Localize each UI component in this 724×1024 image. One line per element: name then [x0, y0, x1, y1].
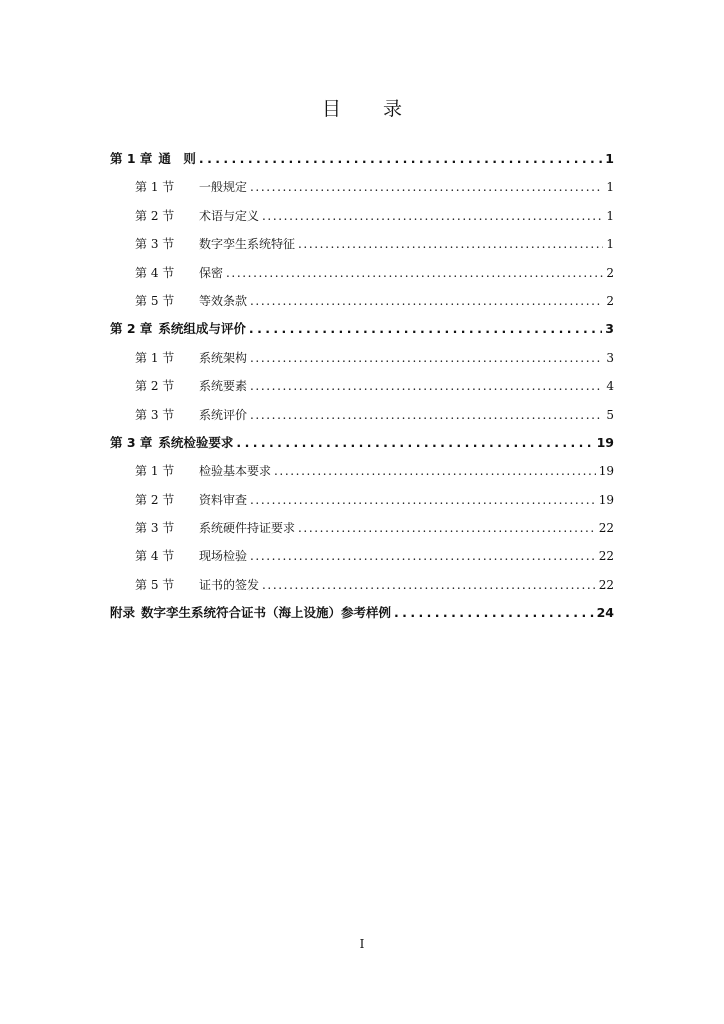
toc-section-entry[interactable]	[110, 347, 614, 375]
chapter-number: 第 1 章	[110, 151, 153, 166]
toc-section-entry[interactable]	[110, 460, 614, 488]
toc-section-entry[interactable]	[110, 489, 614, 517]
entry-page-number: 1	[606, 208, 614, 223]
section-title: 等效条款	[199, 293, 248, 308]
dot-leader	[226, 262, 603, 284]
dot-leader	[394, 602, 594, 624]
toc-section-entry[interactable]	[110, 262, 614, 290]
section-number: 第 2 节	[135, 379, 175, 394]
section-title: 证书的签发	[199, 577, 260, 592]
section-title: 数字孪生系统特征	[199, 237, 296, 252]
toc-section-entry[interactable]	[110, 545, 614, 573]
entry-page-number: 19	[596, 434, 614, 450]
section-number: 第 4 节	[135, 265, 175, 280]
chapter-number: 第 3 章	[110, 434, 153, 450]
section-number: 第 5 节	[135, 577, 175, 592]
chapter-title: 系统检验要求	[158, 434, 234, 450]
section-title: 系统评价	[199, 407, 248, 422]
dot-leader	[249, 318, 602, 340]
entry-page-number: 19	[598, 464, 614, 479]
entry-page-number: 3	[605, 321, 614, 337]
section-number: 第 3 节	[135, 237, 175, 252]
dot-leader	[236, 432, 593, 454]
toc-section-entry[interactable]	[110, 404, 614, 432]
entry-page-number: 1	[606, 237, 614, 252]
entry-page-number: 22	[598, 577, 614, 592]
entry-label	[135, 517, 295, 539]
entry-page-number: 22	[598, 549, 614, 564]
section-number: 第 2 节	[135, 208, 175, 223]
chapter-title: 通 则	[158, 151, 196, 166]
dot-leader	[250, 176, 603, 198]
toc-section-entry[interactable]	[110, 233, 614, 261]
entry-page-number: 4	[606, 379, 614, 394]
entry-label	[135, 290, 247, 312]
section-number: 第 1 节	[135, 464, 175, 479]
chapter-title: 系统组成与评价	[158, 321, 246, 337]
dot-leader	[250, 489, 596, 511]
entry-page-number: 19	[598, 492, 614, 507]
toc-section-entry[interactable]	[110, 205, 614, 233]
toc-chapter-entry[interactable]	[110, 318, 614, 346]
toc-section-entry[interactable]	[110, 574, 614, 602]
entry-label	[135, 205, 259, 227]
section-title: 系统硬件持证要求	[199, 521, 296, 536]
entry-label	[135, 176, 247, 198]
toc-section-entry[interactable]	[110, 290, 614, 318]
table-of-contents	[110, 148, 614, 631]
section-number: 第 2 节	[135, 492, 175, 507]
entry-page-number: 5	[606, 407, 614, 422]
toc-section-entry[interactable]	[110, 517, 614, 545]
toc-chapter-entry[interactable]	[110, 432, 614, 460]
entry-page-number: 3	[606, 350, 614, 365]
entry-label	[135, 574, 259, 596]
section-title: 系统要素	[199, 379, 248, 394]
entry-label	[135, 404, 247, 426]
section-number: 第 1 节	[135, 350, 175, 365]
section-number: 第 1 节	[135, 180, 175, 195]
dot-leader	[250, 545, 596, 567]
page-number: I	[359, 937, 365, 951]
entry-page-number: 2	[606, 265, 614, 280]
section-title: 术语与定义	[199, 208, 260, 223]
dot-leader	[262, 205, 603, 227]
dot-leader	[298, 517, 596, 539]
entry-label	[110, 602, 391, 624]
section-number: 第 5 节	[135, 293, 175, 308]
dot-leader	[250, 375, 603, 397]
section-title: 保密	[199, 265, 224, 280]
toc-chapter-entry[interactable]	[110, 148, 614, 176]
entry-label	[135, 347, 247, 369]
chapter-number: 第 2 章	[110, 321, 153, 337]
entry-label	[135, 375, 247, 397]
dot-leader	[298, 233, 603, 255]
section-title: 系统架构	[199, 350, 248, 365]
dot-leader	[250, 347, 603, 369]
entry-page-number: 1	[606, 180, 614, 195]
entry-label	[110, 432, 233, 454]
toc-section-entry[interactable]	[110, 375, 614, 403]
entry-label	[110, 148, 196, 170]
dot-leader	[199, 148, 602, 170]
chapter-number: 附录	[110, 605, 136, 621]
section-title: 一般规定	[199, 180, 248, 195]
chapter-title: 数字孪生系统符合证书（海上设施）参考样例	[141, 605, 392, 621]
entry-label	[110, 318, 246, 340]
toc-chapter-entry[interactable]	[110, 602, 614, 630]
entry-page-number: 22	[598, 521, 614, 536]
dot-leader	[262, 574, 596, 596]
section-title: 现场检验	[199, 549, 248, 564]
section-number: 第 4 节	[135, 549, 175, 564]
entry-label	[135, 489, 247, 511]
section-number: 第 3 节	[135, 407, 175, 422]
dot-leader	[250, 404, 603, 426]
dot-leader	[274, 460, 596, 482]
dot-leader	[250, 290, 603, 312]
section-title: 资料审查	[199, 492, 248, 507]
section-number: 第 3 节	[135, 521, 175, 536]
entry-label	[135, 233, 295, 255]
entry-label	[135, 545, 247, 567]
entry-page-number: 24	[596, 605, 614, 621]
entry-label	[135, 262, 223, 284]
toc-title: 目 录	[321, 98, 421, 120]
section-title: 检验基本要求	[199, 464, 272, 479]
entry-label	[135, 460, 271, 482]
entry-page-number: 1	[605, 151, 614, 166]
toc-section-entry[interactable]	[110, 176, 614, 204]
entry-page-number: 2	[606, 293, 614, 308]
